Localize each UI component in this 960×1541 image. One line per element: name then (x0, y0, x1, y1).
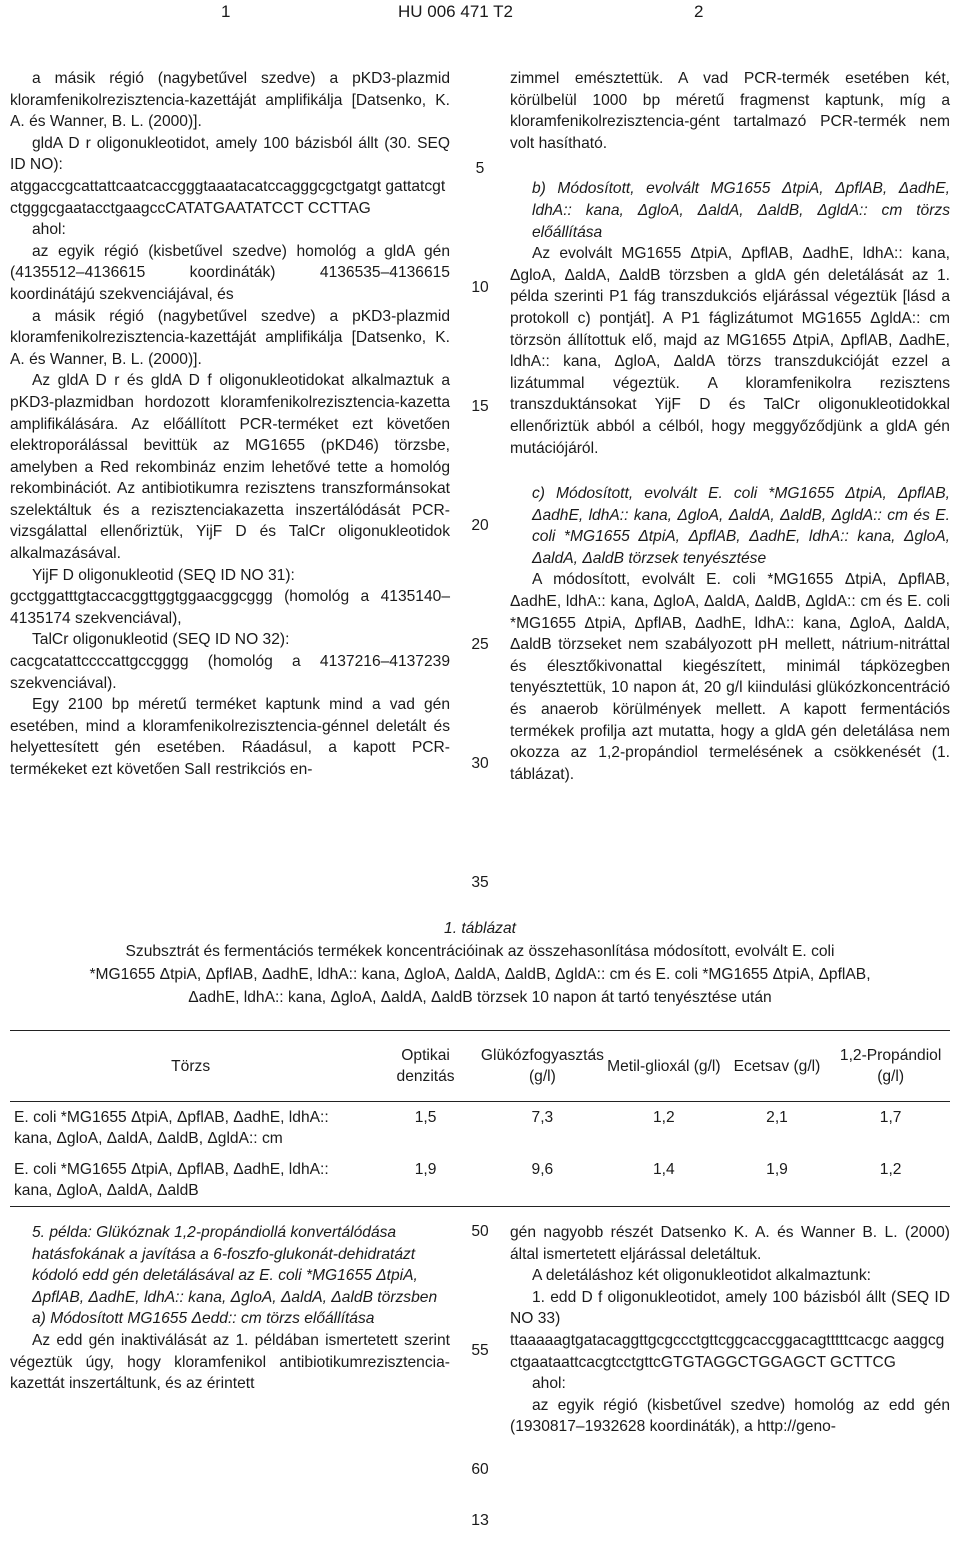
sequence: atggaccgcattattcaatcaccgggtaaatacatccagggcgctgatgt gattatcgtctgggcgaatacctgaagccCATATGAATATCCT CCTTAG (10, 177, 446, 217)
paragraph: Az edd gén inaktiválását az 1. példában ismertetett szerint végeztük úgy, hogy kloramfenikol antibiotikumrezisztencia-kazettát inszertáltunk, és az érintett (10, 1331, 450, 1393)
paragraph: Az gldA D r és gldA D f oligonukleotidokat alkalmaztuk a pKD3-plazmidban hordozott kloramfenikolrezisztencia-kazetta amplifikálására. Az előállított PCR-terméket ezt követően elektroporálással bevittük az MG1655 (pKD46) törzsbe, amelyben a Red rekombináz enzim lehetővé tette a homológ rekombinációt. Az antibiotikumra rezisztens transzformánsokat szelektáltuk és a rezisztenciakazetta inszertálódását PCR-vizsgálattal ellenőriztük, YijF D és TalCr oligonukleotidok alkalmazásával. (10, 372, 450, 563)
methylglyoxal-cell: 1,4 (605, 1154, 723, 1207)
glucose-cell: 7,3 (531, 1109, 554, 1126)
left-page-number: 1 (221, 2, 231, 21)
od-cell: 1,9 (371, 1154, 480, 1207)
acetate-cell: 1,9 (723, 1154, 831, 1207)
column-header: Optikai denzitás (371, 1031, 480, 1102)
right-column-bottom (510, 1222, 950, 1438)
section-heading: c) Módosított, evolvált E. coli *MG1655 ΔtpiA, ΔpflAB, ΔadhE, ldhA:: kana, ΔgloA, ΔaldA, ΔaldB, ΔgldA:: cm és E. coli *MG1655 ΔtpiA, ΔpflAB, ΔadhE, ldhA:: kana, ΔgloA, ΔaldA, ΔaldB törzsek tenyésztése (532, 485, 950, 567)
glucose-cell: 9,6 (480, 1154, 605, 1207)
line-number: 50 (471, 1223, 489, 1240)
table-row (10, 1154, 950, 1207)
strain-cell: E. coli *MG1655 ΔtpiA, ΔpflAB, ΔadhE, ldhA:: kana, ΔgloA, ΔaldA, ΔaldB (10, 1154, 371, 1207)
table-caption-line: *MG1655 ΔtpiA, ΔpflAB, ΔadhE, ldhA:: kana, ΔgloA, ΔaldA, ΔaldB, ΔgldA:: cm és E. coli *MG1655 ΔtpiA, ΔpflAB, (89, 966, 871, 983)
line-number: 10 (471, 279, 489, 296)
methylglyoxal-cell: 1,2 (653, 1109, 675, 1126)
line-number: 55 (471, 1342, 489, 1359)
section-heading: b) Módosított, evolvált MG1655 ΔtpiA, ΔpflAB, ΔadhE, ldhA:: kana, ΔgloA, ΔaldA, ΔaldB, ΔgldA:: cm törzs előállítása (532, 180, 950, 241)
results-table (10, 1030, 950, 1207)
column-header: 1,2-Propándiol (g/l) (831, 1031, 950, 1102)
line-number: 25 (471, 636, 489, 653)
left-column-bottom (10, 1222, 450, 1395)
acetate-cell: 2,1 (766, 1109, 788, 1126)
table-row (10, 1102, 950, 1155)
line-number: 20 (471, 517, 489, 534)
column-header: Glükózfogyasztás (g/l) (480, 1031, 605, 1102)
paragraph: Az evolvált MG1655 ΔtpiA, ΔpflAB, ΔadhE, ldhA:: kana, ΔgloA, ΔaldA, ΔaldB törzsben a gldA gén deletálását az 1. példa szerinti P1 fág transzdukciós eljárással végeztük [lásd a protokoll c) pontját]. A P1 fáglizátumot MG1655 ΔgldA:: cm törzsön állítottuk elő, majd az MG1655 ΔtpiA, ΔpflAB, ΔadhE, ldhA:: kana, ΔgloA, ΔaldA törzs transzdukcióját ezzel a lizátummal végeztük. A kloramfenikolra rezisztens transzduktánsokat YijF D és TalCr oligonukleotidokkal ellenőriztük abból a célból, hogy meggyőződjünk a gldA gén mutációjáról. (510, 245, 950, 457)
paragraph: gldA D r oligonukleotidot, amely 100 bázisból állt (30. SEQ ID NO): (10, 134, 450, 174)
paragraph: a másik régió (nagybetűvel szedve) a pKD3-plazmid kloramfenikolrezisztencia-kazettáját amplifikálja [Datsenko, K. A. és Wanner, B. L. (2000)]. (10, 307, 450, 368)
propanediol-cell: 1,7 (879, 1109, 902, 1126)
page-number: 13 (471, 1512, 489, 1529)
table-caption-line: ΔadhE, ldhA:: kana, ΔgloA, ΔaldA, ΔaldB törzsek 10 napon át tartó tenyésztése után (188, 989, 772, 1006)
column-header: Ecetsav (g/l) (723, 1031, 831, 1102)
paragraph: zimmel emésztettük. A vad PCR-termék esetében két, körülbelül 1000 bp méretű fragmenst kaptunk, míg a kloramfenikolrezisztencia-gént tartalmazó PCR-termék nem volt hasítható. (510, 70, 950, 152)
line-number: 15 (471, 398, 489, 415)
right-column-top (510, 68, 950, 785)
document-id: HU 006 471 T2 (398, 2, 513, 21)
paragraph: az egyik régió (kisbetűvel szedve) homológ az edd gén (1930817–1932628 koordináták), a http://geno- (510, 1396, 950, 1436)
propanediol-cell: 1,2 (831, 1154, 950, 1207)
line-number: 5 (475, 160, 485, 177)
line-number: 60 (471, 1461, 489, 1478)
paragraph: ahol: (32, 221, 66, 239)
line-number: 35 (471, 874, 489, 891)
example-heading: 5. példa: Glükóznak 1,2-propándiollá konvertálódása hatásfokának a javítása a 6-foszfo-glukonát-dehidratázt kódoló edd gén deletálásával az E. coli *MG1655 ΔtpiA, ΔpflAB, ΔadhE, ldhA:: kana, ΔgloA, ΔaldA, ΔaldB törzsben (32, 1224, 438, 1306)
paragraph: Egy 2100 bp méretű terméket kaptunk mind a vad gén esetében, mind a kloramfenikolrezisztencia-génnel deletált és helyettesített gén esetében. Ráadásul, a kapott PCR-termékeket ezt követően SalI restrikciós en- (10, 696, 450, 778)
paragraph: a másik régió (nagybetűvel szedve) a pKD3-plazmid kloramfenikolrezisztencia-kazettáját amplifikálja [Datsenko, K. A. és Wanner, B. L. (2000)]. (10, 70, 450, 131)
table-label: 1. táblázat (444, 920, 516, 937)
paragraph: A deletáláshoz két oligonukleotidot alkalmaztunk: (532, 1267, 871, 1285)
line-number: 30 (471, 755, 489, 772)
paragraph: gén nagyobb részét Datsenko K. A. és Wanner B. L. (2000) által ismertetett eljárással deletáltuk. (510, 1224, 950, 1263)
paragraph: TalCr oligonukleotid (SEQ ID NO 32): (32, 631, 290, 649)
table-header-row (10, 1031, 950, 1102)
table-caption-line: Szubsztrát és fermentációs termékek koncentrációinak az összehasonlítása módosított, evolvált E. coli (125, 943, 835, 960)
right-page-number: 2 (694, 2, 704, 21)
paragraph: YijF D oligonukleotid (SEQ ID NO 31): (32, 566, 295, 584)
column-header: Törzs (10, 1031, 371, 1102)
paragraph: ahol: (532, 1375, 566, 1393)
od-cell: 1,5 (414, 1109, 437, 1126)
sequence: gcctggatttgtaccacggttggtggaacggcggg (homológ a 4135140–4135174 szekvenciával), (10, 588, 450, 627)
paragraph: A módosított, evolvált E. coli *MG1655 ΔtpiA, ΔpflAB, ΔadhE, ldhA:: kana, ΔgloA, ΔaldA, ΔaldB, ΔgldA:: cm és E. coli *MG1655 ΔtpiA, ΔpflAB, ΔadhE, ldhA:: kana, ΔgloA, ΔaldA, ΔaldB törzseket nem szabályozott pH mellett, nátrium-nitráttal és élesztőkivonattal kiegészített, minimál tápközegben tenyésztettük, 10 napon át, 20 g/l kiindulási glükózkoncentráció és anaerob körülmények mellett. A kapott fermentációs termékek profilja azt mutatta, hogy a gldA gén deletálása nem okozza az 1,2-propándiol termelésének a csökkenését (1. táblázat). (510, 571, 950, 783)
sequence: cacgcatattccccattgccgggg (homológ a 4137216–4137239 szekvenciával). (10, 653, 450, 692)
left-column-top (10, 68, 450, 781)
sequence: ttaaaaagtgatacaggttgcgccctgttcggcaccggacagtttttcacgc aaggcgctgaataattcacgtcctgttcGTGTAGGCTGGAGCT GCTTCG (510, 1331, 945, 1371)
section-heading: a) Módosított MG1655 Δedd:: cm törzs előállítása (32, 1310, 375, 1328)
column-header: Metil-glioxál (g/l) (605, 1031, 723, 1102)
paragraph: az egyik régió (kisbetűvel szedve) homológ a gldA gén (4135512–4136615 koordináták) 4136535–4136615 koordinátájú szekvenciájával, és (10, 242, 450, 303)
paragraph: 1. edd D f oligonukleotidot, amely 100 bázisból állt (SEQ ID NO 33) (510, 1288, 950, 1328)
strain-cell: E. coli *MG1655 ΔtpiA, ΔpflAB, ΔadhE, ldhA:: kana, ΔgloA, ΔaldA, ΔaldB, ΔgldA:: cm (14, 1109, 329, 1147)
